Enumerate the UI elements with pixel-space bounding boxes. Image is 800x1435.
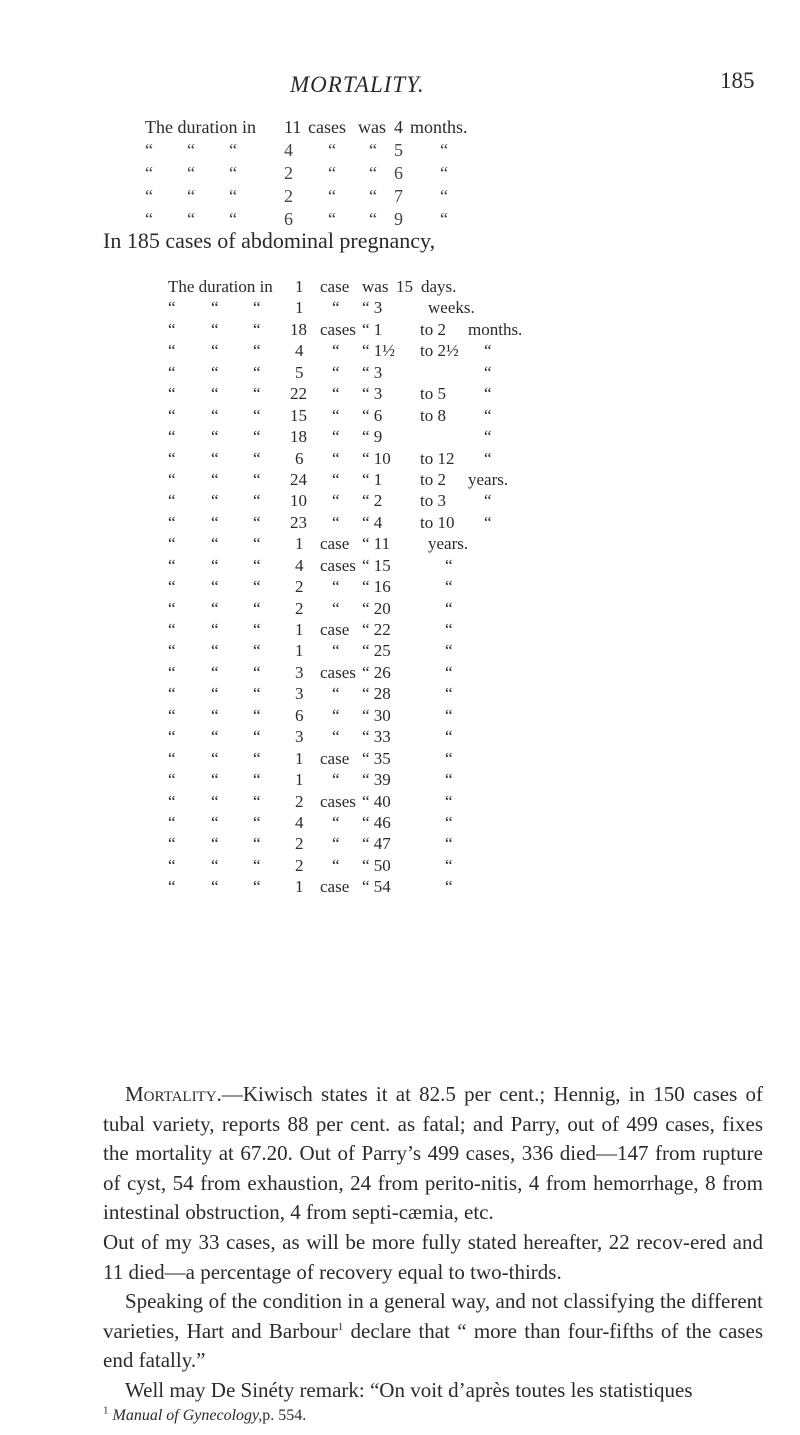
duration-unit: months. — [410, 117, 468, 137]
ditto-mark: “ — [369, 140, 377, 160]
case-count: 6 — [295, 705, 304, 725]
ditto-mark: “ — [211, 362, 219, 382]
paragraph: Out of my 33 cases, as will be more fully stated hereafter, 22 recov-ered and 11 died—a percentage of recovery equal to two-thirds. — [103, 1229, 763, 1284]
ditto-mark: “ — [229, 163, 237, 183]
ditto-mark: “ — [168, 812, 176, 832]
ditto-mark: “ — [253, 577, 261, 597]
ditto-mark: “ — [440, 186, 448, 206]
ditto-mark: “ — [253, 491, 261, 511]
duration-range: to 2½ — [420, 341, 459, 361]
case-unit: “ — [332, 491, 340, 511]
case-unit: “ — [332, 834, 340, 854]
ditto-mark: “ — [253, 641, 261, 661]
case-count: 2 — [295, 855, 304, 875]
ditto-mark: “ — [253, 684, 261, 704]
ditto-mark: “ — [168, 405, 176, 425]
ditto-mark: “ — [168, 834, 176, 854]
duration-value: “ 20 — [362, 598, 391, 618]
duration-value: “ 9 — [362, 427, 383, 447]
paragraph-mortality — [103, 1080, 763, 1228]
ditto-mark: “ — [253, 427, 261, 447]
ditto-mark: “ — [253, 812, 261, 832]
case-count: 4 — [284, 140, 293, 160]
table-row — [0, 363, 800, 384]
ditto-mark: “ — [168, 577, 176, 597]
duration-unit: “ — [445, 620, 453, 639]
ditto-mark: “ — [211, 298, 219, 318]
paragraph: Well may De Sinéty remark: “On voit d’après toutes les statistiques — [125, 1377, 693, 1402]
duration-value: 6 — [394, 163, 403, 183]
case-unit: “ — [332, 770, 340, 790]
ditto-mark: “ — [253, 834, 261, 854]
case-unit: “ — [332, 427, 340, 447]
footnote — [103, 1404, 307, 1425]
ditto-mark: “ — [168, 855, 176, 875]
case-unit: “ — [332, 341, 340, 361]
paragraph-text: —Kiwisch states it at 82.5 per cent.; Hennig, in 150 cases of tubal variety, reports 88 per cent. as fatal; and Parry, out of 499 cases, fixes the mortality at 67.20. Out of Parry’s 499 cases, 336 died—147 from rupture of cyst, 54 from exhaustion, 24 from perito-nitis, 4 from hemorrhage, 8 from intestinal obstruction, 4 from septi-cæmia, etc. — [103, 1082, 763, 1225]
table-row — [0, 470, 800, 491]
ditto-mark: “ — [211, 491, 219, 511]
duration-value: “ 22 — [362, 620, 391, 639]
duration-value: “ 15 — [362, 555, 391, 575]
case-count: 1 — [295, 298, 304, 318]
case-count: 4 — [295, 555, 304, 575]
duration-value: 7 — [394, 186, 403, 206]
case-count: 1 — [295, 770, 304, 790]
case-unit: “ — [332, 298, 340, 318]
table-row — [0, 749, 800, 770]
duration-value: “ 30 — [362, 705, 391, 725]
case-count: 1 — [295, 748, 304, 768]
ditto-mark: “ — [211, 384, 219, 404]
ditto-mark: “ — [211, 469, 219, 489]
ditto-mark: “ — [168, 705, 176, 725]
duration-value: “ 46 — [362, 812, 391, 832]
ditto-mark: “ — [168, 620, 176, 639]
case-count: 1 — [295, 641, 304, 661]
duration-value: “ 3 — [362, 298, 383, 318]
duration-value: “ 6 — [362, 405, 383, 425]
ditto-mark: “ — [229, 209, 237, 229]
ditto-mark: “ — [253, 598, 261, 618]
table-row — [0, 320, 800, 341]
case-unit: “ — [332, 448, 340, 468]
duration-unit: “ — [445, 877, 453, 897]
ditto-mark: “ — [369, 163, 377, 183]
case-count: 10 — [290, 491, 307, 511]
ditto-mark: “ — [253, 748, 261, 768]
ditto-mark: “ — [211, 555, 219, 575]
ditto-mark: “ — [168, 598, 176, 618]
table-row — [0, 513, 800, 534]
ditto-mark: “ — [168, 298, 176, 318]
paragraph — [103, 1287, 763, 1376]
ditto-mark: “ — [168, 341, 176, 361]
ditto-mark: “ — [328, 209, 336, 229]
case-count: 1 — [295, 534, 304, 554]
duration-unit: “ — [484, 427, 492, 447]
ditto-mark: “ — [253, 298, 261, 318]
ditto-mark: “ — [211, 770, 219, 790]
case-count: 1 — [295, 620, 304, 639]
ditto-mark: “ — [211, 877, 219, 897]
verb: was — [358, 117, 386, 137]
case-unit: “ — [332, 641, 340, 661]
case-unit: cases — [320, 791, 356, 811]
case-count: 4 — [295, 341, 304, 361]
duration-unit: “ — [445, 855, 453, 875]
ditto-mark: “ — [211, 405, 219, 425]
case-count: 23 — [290, 512, 307, 532]
case-count: 2 — [295, 577, 304, 597]
case-count: 15 — [290, 405, 307, 425]
ditto-mark: “ — [253, 620, 261, 639]
ditto-mark: “ — [211, 534, 219, 554]
row-label: The duration in — [145, 117, 256, 137]
ditto-mark: “ — [168, 770, 176, 790]
ditto-mark: “ — [211, 812, 219, 832]
table-row — [0, 770, 800, 791]
ditto-mark: “ — [253, 855, 261, 875]
case-count: 2 — [295, 791, 304, 811]
ditto-mark: “ — [168, 427, 176, 447]
ditto-mark: “ — [211, 641, 219, 661]
ditto-mark: “ — [440, 163, 448, 183]
duration-value: “ 2 — [362, 491, 383, 511]
table-row — [0, 599, 800, 620]
ditto-mark: “ — [168, 512, 176, 532]
ditto-mark: “ — [211, 512, 219, 532]
table-row — [0, 620, 800, 641]
ditto-mark: “ — [168, 534, 176, 554]
page-number: 185 — [720, 68, 755, 93]
case-count: 1 — [295, 877, 304, 897]
table-row — [0, 341, 800, 362]
table-row — [0, 641, 800, 662]
ditto-mark: “ — [440, 209, 448, 229]
case-count: 18 — [290, 427, 307, 447]
ditto-mark: “ — [168, 491, 176, 511]
duration-unit: “ — [445, 748, 453, 768]
duration-unit: “ — [445, 812, 453, 832]
table-row — [0, 856, 800, 877]
ditto-mark: “ — [168, 362, 176, 382]
duration-value: “ 10 — [362, 448, 391, 468]
duration-unit: days. — [421, 277, 457, 296]
footnote-ref: 1 — [337, 1320, 344, 1333]
ditto-mark: “ — [211, 427, 219, 447]
footnote-mark: 1 — [103, 1404, 109, 1417]
case-unit: “ — [332, 812, 340, 832]
case-unit: case — [320, 534, 350, 554]
duration-unit: “ — [445, 770, 453, 790]
duration-range: to 2 — [420, 319, 446, 339]
ditto-mark: “ — [168, 727, 176, 747]
duration-range: to 8 — [420, 405, 446, 425]
table-row — [0, 449, 800, 470]
duration-unit: “ — [484, 448, 492, 468]
ditto-mark: “ — [168, 555, 176, 575]
ditto-mark: “ — [211, 448, 219, 468]
case-count: 18 — [290, 319, 307, 339]
ditto-mark: “ — [187, 186, 195, 206]
ditto-mark: “ — [211, 855, 219, 875]
case-count: 6 — [284, 209, 293, 229]
case-count: 22 — [290, 384, 307, 404]
ditto-mark: “ — [211, 598, 219, 618]
ditto-mark: “ — [168, 662, 176, 682]
duration-unit: years. — [468, 469, 509, 489]
duration-unit: “ — [484, 362, 492, 382]
row-label: The duration in — [168, 277, 273, 296]
ditto-mark: “ — [253, 770, 261, 790]
case-unit: “ — [332, 469, 340, 489]
duration-value: 15 — [396, 277, 413, 296]
duration-unit: “ — [484, 512, 492, 532]
duration-value: “ 28 — [362, 684, 391, 704]
table-row — [0, 427, 800, 448]
duration-unit: “ — [445, 684, 453, 704]
duration-value: 5 — [394, 140, 403, 160]
duration-value: “ 16 — [362, 577, 391, 597]
ditto-mark: “ — [229, 186, 237, 206]
ditto-mark: “ — [211, 620, 219, 639]
duration-unit: “ — [445, 727, 453, 747]
ditto-mark: “ — [211, 684, 219, 704]
ditto-mark: “ — [328, 163, 336, 183]
ditto-mark: “ — [168, 469, 176, 489]
table-row — [0, 706, 800, 727]
ditto-mark: “ — [440, 140, 448, 160]
running-title: MORTALITY. — [290, 72, 425, 97]
case-unit: cases — [308, 117, 346, 137]
ditto-mark: “ — [253, 555, 261, 575]
duration-unit: “ — [445, 834, 453, 854]
duration-unit: “ — [484, 384, 492, 404]
ditto-mark: “ — [187, 163, 195, 183]
duration-value: “ 3 — [362, 362, 383, 382]
case-count: 5 — [295, 362, 304, 382]
ditto-mark: “ — [253, 319, 261, 339]
ditto-mark: “ — [168, 448, 176, 468]
case-unit: cases — [320, 662, 356, 682]
ditto-mark: “ — [145, 163, 153, 183]
table-row — [0, 813, 800, 834]
table-row — [0, 277, 800, 298]
duration-value: “ 3 — [362, 384, 383, 404]
ditto-mark: “ — [211, 791, 219, 811]
duration-unit: “ — [445, 577, 453, 597]
duration-value: “ 1½ — [362, 341, 396, 361]
case-count: 1 — [295, 277, 304, 296]
duration-value: “ 47 — [362, 834, 391, 854]
duration-unit: “ — [445, 598, 453, 618]
duration-range: to 5 — [420, 384, 446, 404]
paragraph-text: declare that “ more than four-fifths of the cases end fatally.” — [103, 1318, 763, 1373]
ditto-mark: “ — [168, 641, 176, 661]
table-row — [0, 834, 800, 855]
case-unit: cases — [320, 555, 356, 575]
duration-value: “ 26 — [362, 662, 391, 682]
table-row — [0, 684, 800, 705]
ditto-mark: “ — [253, 384, 261, 404]
case-count: 3 — [295, 727, 304, 747]
ditto-mark: “ — [168, 748, 176, 768]
duration-range: to 10 — [420, 512, 455, 532]
case-count: 3 — [295, 684, 304, 704]
case-count: 3 — [295, 662, 304, 682]
ditto-mark: “ — [168, 684, 176, 704]
duration-unit: “ — [445, 791, 453, 811]
duration-value: 4 — [394, 117, 403, 137]
ditto-mark: “ — [253, 534, 261, 554]
case-count: 2 — [284, 186, 293, 206]
table-row — [0, 792, 800, 813]
ditto-mark: “ — [253, 448, 261, 468]
ditto-mark: “ — [211, 834, 219, 854]
ditto-mark: “ — [145, 140, 153, 160]
ditto-mark: “ — [211, 748, 219, 768]
table-row — [0, 877, 800, 898]
case-unit: case — [320, 620, 350, 639]
duration-value: “ 11 — [362, 534, 391, 554]
case-unit: “ — [332, 727, 340, 747]
case-unit: “ — [332, 705, 340, 725]
duration-unit: “ — [445, 705, 453, 725]
ditto-mark: “ — [145, 186, 153, 206]
ditto-mark: “ — [211, 662, 219, 682]
ditto-mark: “ — [211, 319, 219, 339]
duration-unit: “ — [484, 341, 492, 361]
footnote-title: Manual of Gynecology, — [112, 1407, 263, 1424]
paragraph-heading: Mortality. — [125, 1082, 222, 1106]
ditto-mark: “ — [211, 705, 219, 725]
ditto-mark: “ — [253, 662, 261, 682]
ditto-mark: “ — [253, 512, 261, 532]
body-text — [103, 1080, 763, 1406]
ditto-mark: “ — [253, 341, 261, 361]
duration-unit: months. — [468, 319, 523, 339]
duration-value: “ 25 — [362, 641, 391, 661]
case-count: 4 — [295, 812, 304, 832]
duration-value: “ 39 — [362, 770, 391, 790]
ditto-mark: “ — [145, 209, 153, 229]
case-unit: “ — [332, 598, 340, 618]
duration-unit: “ — [445, 555, 453, 575]
ditto-mark: “ — [369, 209, 377, 229]
duration-unit: “ — [445, 662, 453, 682]
duration-value: “ 50 — [362, 855, 391, 875]
duration-range: to 3 — [420, 491, 446, 511]
table-row — [0, 534, 800, 555]
ditto-mark: “ — [253, 705, 261, 725]
case-unit: “ — [332, 577, 340, 597]
ditto-mark: “ — [369, 186, 377, 206]
duration-unit: weeks. — [428, 298, 475, 318]
duration-unit: “ — [484, 491, 492, 511]
ditto-mark: “ — [168, 319, 176, 339]
ditto-mark: “ — [168, 791, 176, 811]
table-row — [0, 556, 800, 577]
footnote-page: p. 554. — [262, 1407, 307, 1424]
table-row — [0, 384, 800, 405]
duration-value: “ 4 — [362, 512, 383, 532]
case-unit: “ — [332, 405, 340, 425]
case-unit: “ — [332, 855, 340, 875]
case-unit: “ — [332, 384, 340, 404]
ditto-mark: “ — [253, 791, 261, 811]
duration-range: to 12 — [420, 448, 455, 468]
duration-unit: “ — [445, 641, 453, 661]
ditto-mark: “ — [328, 186, 336, 206]
duration-value: “ 54 — [362, 877, 391, 897]
table-row — [0, 406, 800, 427]
page-header — [0, 68, 800, 112]
ditto-mark: “ — [168, 384, 176, 404]
case-unit: cases — [320, 319, 356, 339]
case-unit: case — [320, 877, 350, 897]
case-count: 2 — [295, 598, 304, 618]
ditto-mark: “ — [211, 577, 219, 597]
case-unit: “ — [332, 362, 340, 382]
verb: was — [362, 277, 389, 296]
duration-value: “ 1 — [362, 319, 383, 339]
table-row — [0, 727, 800, 748]
duration-range: to 2 — [420, 469, 446, 489]
duration-unit: “ — [484, 405, 492, 425]
table-row — [0, 298, 800, 319]
case-count: 2 — [295, 834, 304, 854]
duration-unit: years. — [428, 534, 469, 554]
ditto-mark: “ — [211, 341, 219, 361]
table-row — [0, 577, 800, 598]
ditto-mark: “ — [211, 727, 219, 747]
ditto-mark: “ — [328, 140, 336, 160]
ditto-mark: “ — [187, 209, 195, 229]
case-count: 2 — [284, 163, 293, 183]
duration-value: “ 33 — [362, 727, 391, 747]
ditto-mark: “ — [187, 140, 195, 160]
case-count: 11 — [284, 117, 302, 137]
ditto-mark: “ — [253, 727, 261, 747]
case-unit: case — [320, 277, 350, 296]
duration-value: “ 40 — [362, 791, 391, 811]
ditto-mark: “ — [168, 877, 176, 897]
ditto-mark: “ — [253, 405, 261, 425]
ditto-mark: “ — [253, 877, 261, 897]
case-count: 24 — [290, 469, 307, 489]
table-row — [0, 491, 800, 512]
case-unit: “ — [332, 684, 340, 704]
duration-value: 9 — [394, 209, 403, 229]
duration-value: “ 35 — [362, 748, 391, 768]
duration-table-abdominal — [0, 277, 800, 899]
paragraph-text: Speaking of the condition in a general way, and not classifying the different varieties, Hart and Barbour — [103, 1289, 763, 1343]
case-count: 6 — [295, 448, 304, 468]
ditto-mark: “ — [253, 362, 261, 382]
case-unit: “ — [332, 512, 340, 532]
table-row — [0, 663, 800, 684]
duration-value: “ 1 — [362, 469, 383, 489]
case-unit: case — [320, 748, 350, 768]
ditto-mark: “ — [229, 140, 237, 160]
ditto-mark: “ — [253, 469, 261, 489]
section-intro: In 185 cases of abdominal pregnancy, — [103, 228, 436, 253]
